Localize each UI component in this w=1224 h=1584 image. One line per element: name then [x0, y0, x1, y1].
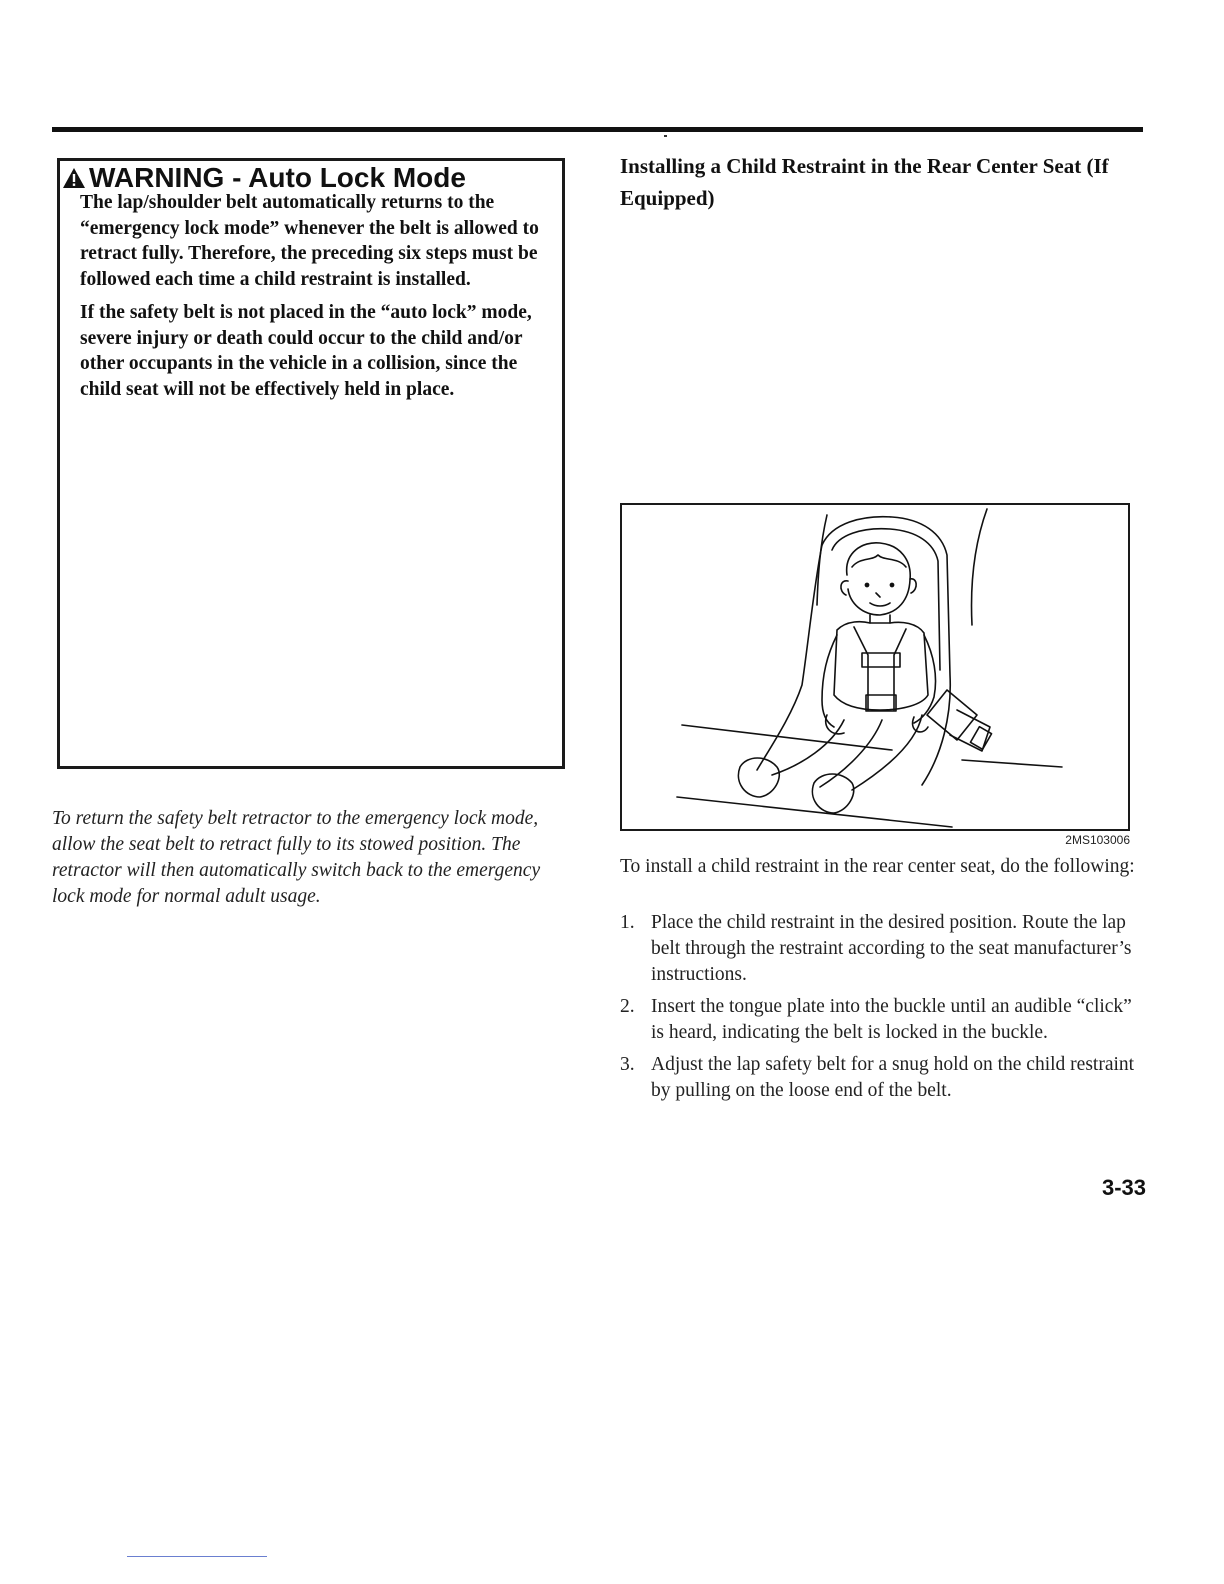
step-text: Adjust the lap safety belt for a snug hold on the child restraint by pulling on the loose end of the belt.: [651, 1054, 1135, 1101]
page-number: 3-33: [1101, 1175, 1146, 1200]
child-seat-illustration: [620, 503, 1130, 831]
steps-list: [620, 910, 1135, 1110]
warning-paragraph: If the safety belt is not placed in the “auto lock” mode, severe injury or death could occur to the child and/or other occupants in the vehicle in a collision, since the child seat will not be effectively held in place.: [80, 302, 532, 400]
warning-title-text: WARNING - Auto Lock Mode: [89, 162, 466, 193]
figure-code: 2MS103006: [1065, 833, 1130, 847]
step-text: Insert the tongue plate into the buckle until an audible “click” is heard, indicating the belt is locked in the buckle.: [651, 996, 1132, 1043]
step-number: 1.: [620, 912, 635, 933]
top-rule: [52, 127, 1143, 132]
step-number: 3.: [620, 1054, 635, 1075]
list-item: [620, 994, 1135, 1046]
italic-note: To return the safety belt retractor to the emergency lock mode, allow the seat belt to retract fully to its stowed position. The retractor will then automatically switch back to the emergency lock mode for normal adult usage.: [52, 808, 541, 907]
child-seat-drawing: [622, 505, 1128, 829]
footer-line: [127, 1556, 267, 1557]
section-heading: Installing a Child Restraint in the Rear Center Seat (If Equipped): [620, 154, 1109, 210]
step-number: 2.: [620, 996, 635, 1017]
warning-paragraph: The lap/shoulder belt automatically returns to the “emergency lock mode” whenever the belt is allowed to retract fully. Therefore, the preceding six steps must be followed each time a child restraint is installed.: [80, 192, 539, 290]
column-mark: [664, 135, 667, 137]
list-item: [620, 910, 1135, 988]
step-text: Place the child restraint in the desired position. Route the lap belt through the restraint according to the seat manufacturer’s instructions.: [651, 912, 1132, 985]
warning-body: [80, 190, 550, 410]
list-item: [620, 1052, 1135, 1104]
intro-text: To install a child restraint in the rear center seat, do the following:: [620, 856, 1135, 877]
